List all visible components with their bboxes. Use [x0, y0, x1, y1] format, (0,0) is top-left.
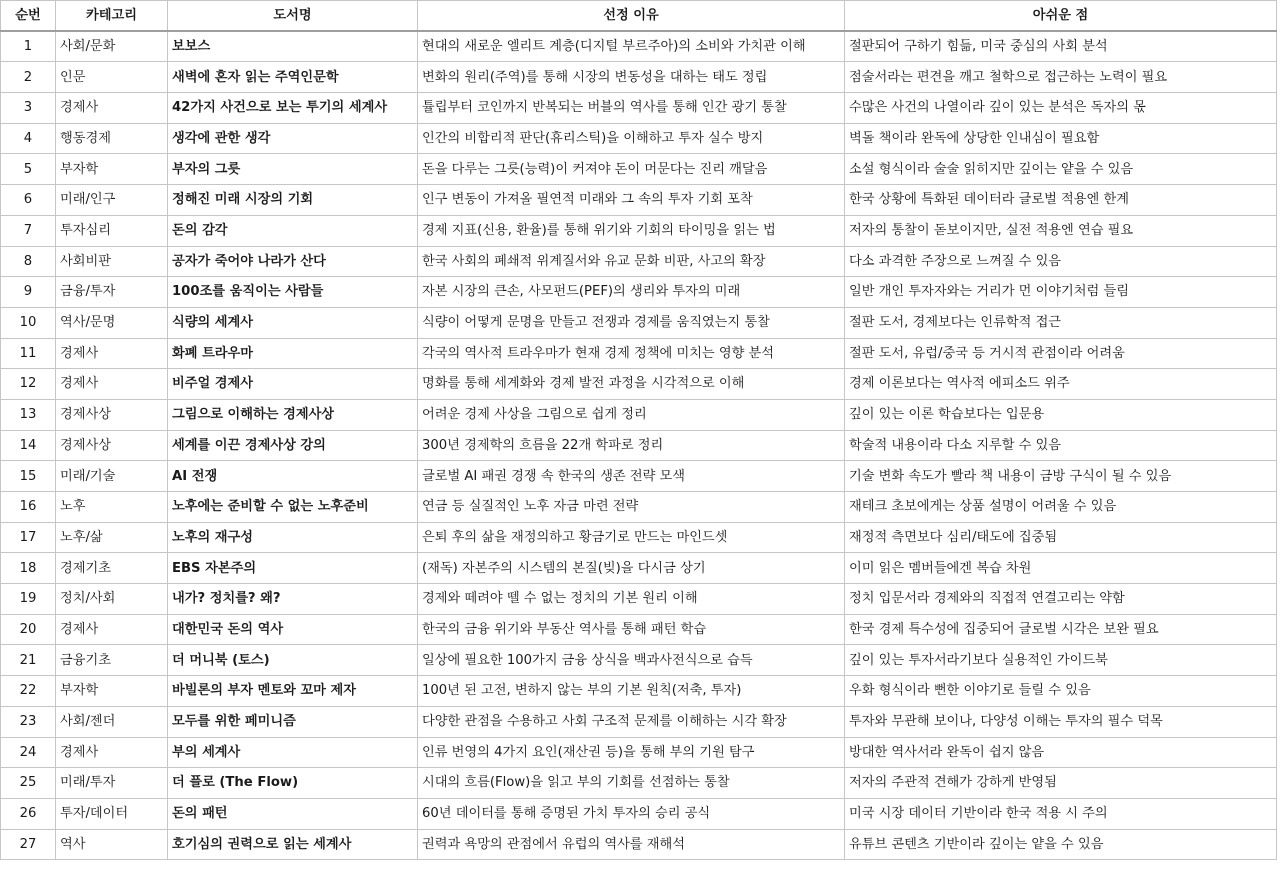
- cell-drawback[interactable]: 투자와 무관해 보이나, 다양성 이해는 투자의 필수 덕목: [845, 706, 1277, 737]
- table-row: [1, 123, 1277, 154]
- table-row: [1, 154, 1277, 185]
- cell-title[interactable]: 새벽에 혼자 읽는 주역인문학: [168, 62, 418, 93]
- table-row: [1, 798, 1277, 829]
- table-row: [1, 461, 1277, 492]
- cell-category[interactable]: 금융기초: [56, 645, 168, 676]
- cell-drawback[interactable]: 정치 입문서라 경제와의 직접적 연결고리는 약함: [845, 584, 1277, 615]
- cell-drawback[interactable]: 깊이 있는 투자서라기보다 실용적인 가이드북: [845, 645, 1277, 676]
- table-row: [1, 399, 1277, 430]
- cell-title[interactable]: 정해진 미래 시장의 기회: [168, 185, 418, 216]
- cell-reason[interactable]: 식량이 어떻게 문명을 만들고 전쟁과 경제를 움직였는지 통찰: [418, 307, 845, 338]
- cell-category[interactable]: 미래/투자: [56, 768, 168, 799]
- cell-title[interactable]: 부의 세계사: [168, 737, 418, 768]
- cell-number[interactable]: 10: [1, 307, 56, 338]
- cell-drawback[interactable]: 일반 개인 투자자와는 거리가 먼 이야기처럼 들림: [845, 277, 1277, 308]
- cell-reason[interactable]: 연금 등 실질적인 노후 자금 마련 전략: [418, 492, 845, 523]
- cell-number[interactable]: 20: [1, 614, 56, 645]
- cell-title[interactable]: 생각에 관한 생각: [168, 123, 418, 154]
- cell-drawback[interactable]: 다소 과격한 주장으로 느껴질 수 있음: [845, 246, 1277, 277]
- cell-reason[interactable]: 경제 지표(신용, 환율)를 통해 위기와 기회의 타이밍을 읽는 법: [418, 215, 845, 246]
- cell-reason[interactable]: 변화의 원리(주역)를 통해 시장의 변동성을 대하는 태도 정립: [418, 62, 845, 93]
- cell-drawback[interactable]: 미국 시장 데이터 기반이라 한국 적용 시 주의: [845, 798, 1277, 829]
- table-row: [1, 522, 1277, 553]
- cell-number[interactable]: 25: [1, 768, 56, 799]
- cell-category[interactable]: 경제사: [56, 614, 168, 645]
- cell-drawback[interactable]: 벽돌 책이라 완독에 상당한 인내심이 필요함: [845, 123, 1277, 154]
- table-row: [1, 553, 1277, 584]
- cell-title[interactable]: 내가? 정치를? 왜?: [168, 584, 418, 615]
- cell-drawback[interactable]: 수많은 사건의 나열이라 깊이 있는 분석은 독자의 몫: [845, 93, 1277, 124]
- cell-reason[interactable]: 300년 경제학의 흐름을 22개 학파로 정리: [418, 430, 845, 461]
- table-row: [1, 829, 1277, 860]
- cell-drawback[interactable]: 방대한 역사서라 완독이 쉽지 않음: [845, 737, 1277, 768]
- cell-title[interactable]: 더 플로 (The Flow): [168, 768, 418, 799]
- cell-reason[interactable]: 인구 변동이 가져올 필연적 미래와 그 속의 투자 기회 포착: [418, 185, 845, 216]
- table-body: [1, 31, 1277, 860]
- cell-drawback[interactable]: 저자의 주관적 견해가 강하게 반영됨: [845, 768, 1277, 799]
- cell-drawback[interactable]: 경제 이론보다는 역사적 에피소드 위주: [845, 369, 1277, 400]
- table-row: [1, 215, 1277, 246]
- cell-number[interactable]: 22: [1, 676, 56, 707]
- cell-category[interactable]: 역사/문명: [56, 307, 168, 338]
- cell-reason[interactable]: 각국의 역사적 트라우마가 현재 경제 정책에 미치는 영향 분석: [418, 338, 845, 369]
- cell-drawback[interactable]: 학술적 내용이라 다소 지루할 수 있음: [845, 430, 1277, 461]
- cell-category[interactable]: 미래/기술: [56, 461, 168, 492]
- cell-title[interactable]: EBS 자본주의: [168, 553, 418, 584]
- cell-number[interactable]: 13: [1, 399, 56, 430]
- cell-drawback[interactable]: 절판되어 구하기 힘듦, 미국 중심의 사회 분석: [845, 31, 1277, 62]
- cell-category[interactable]: 역사: [56, 829, 168, 860]
- cell-drawback[interactable]: 재정적 측면보다 심리/태도에 집중됨: [845, 522, 1277, 553]
- cell-number[interactable]: 27: [1, 829, 56, 860]
- cell-number[interactable]: 1: [1, 31, 56, 62]
- cell-number[interactable]: 21: [1, 645, 56, 676]
- cell-number[interactable]: 3: [1, 93, 56, 124]
- cell-reason[interactable]: 한국 사회의 폐쇄적 위계질서와 유교 문화 비판, 사고의 확장: [418, 246, 845, 277]
- table-row: [1, 307, 1277, 338]
- cell-title[interactable]: 부자의 그릇: [168, 154, 418, 185]
- cell-category[interactable]: 경제기초: [56, 553, 168, 584]
- cell-category[interactable]: 사회/젠더: [56, 706, 168, 737]
- cell-drawback[interactable]: 한국 상황에 특화된 데이터라 글로벌 적용엔 한계: [845, 185, 1277, 216]
- cell-drawback[interactable]: 우화 형식이라 뻔한 이야기로 들릴 수 있음: [845, 676, 1277, 707]
- cell-reason[interactable]: 다양한 관점을 수용하고 사회 구조적 문제를 이해하는 시각 확장: [418, 706, 845, 737]
- table-row: [1, 676, 1277, 707]
- cell-category[interactable]: 부자학: [56, 154, 168, 185]
- cell-reason[interactable]: 100년 된 고전, 변하지 않는 부의 기본 원칙(저축, 투자): [418, 676, 845, 707]
- cell-drawback[interactable]: 저자의 통찰이 돋보이지만, 실전 적용엔 연습 필요: [845, 215, 1277, 246]
- cell-title[interactable]: 화폐 트라우마: [168, 338, 418, 369]
- cell-number[interactable]: 11: [1, 338, 56, 369]
- header-row: [1, 1, 1277, 32]
- cell-title[interactable]: 노후의 재구성: [168, 522, 418, 553]
- cell-reason[interactable]: 자본 시장의 큰손, 사모펀드(PEF)의 생리와 투자의 미래: [418, 277, 845, 308]
- table-row: [1, 584, 1277, 615]
- cell-category[interactable]: 경제사: [56, 369, 168, 400]
- cell-category[interactable]: 경제사: [56, 737, 168, 768]
- table-row: [1, 768, 1277, 799]
- cell-category[interactable]: 노후: [56, 492, 168, 523]
- header-category[interactable]: 카테고리: [56, 1, 168, 32]
- cell-number[interactable]: 23: [1, 706, 56, 737]
- cell-number[interactable]: 17: [1, 522, 56, 553]
- cell-title[interactable]: 보보스: [168, 31, 418, 62]
- cell-number[interactable]: 7: [1, 215, 56, 246]
- cell-number[interactable]: 14: [1, 430, 56, 461]
- cell-title[interactable]: 대한민국 돈의 역사: [168, 614, 418, 645]
- cell-category[interactable]: 경제사: [56, 93, 168, 124]
- cell-drawback[interactable]: 절판 도서, 유럽/중국 등 거시적 관점이라 어려움: [845, 338, 1277, 369]
- cell-title[interactable]: 100조를 움직이는 사람들: [168, 277, 418, 308]
- cell-drawback[interactable]: 점술서라는 편견을 깨고 철학으로 접근하는 노력이 필요: [845, 62, 1277, 93]
- cell-number[interactable]: 4: [1, 123, 56, 154]
- table-row: [1, 185, 1277, 216]
- cell-category[interactable]: 노후/삶: [56, 522, 168, 553]
- table-row: [1, 430, 1277, 461]
- cell-reason[interactable]: 은퇴 후의 삶을 재정의하고 황금기로 만드는 마인드셋: [418, 522, 845, 553]
- cell-title[interactable]: 모두를 위한 페미니즘: [168, 706, 418, 737]
- cell-number[interactable]: 19: [1, 584, 56, 615]
- cell-title[interactable]: 비주얼 경제사: [168, 369, 418, 400]
- cell-drawback[interactable]: 이미 읽은 멤버들에겐 복습 차원: [845, 553, 1277, 584]
- table-row: [1, 706, 1277, 737]
- cell-title[interactable]: 돈의 감각: [168, 215, 418, 246]
- cell-number[interactable]: 8: [1, 246, 56, 277]
- cell-title[interactable]: 바빌론의 부자 멘토와 꼬마 제자: [168, 676, 418, 707]
- header-reason[interactable]: 선정 이유: [418, 1, 845, 32]
- cell-drawback[interactable]: 절판 도서, 경제보다는 인류학적 접근: [845, 307, 1277, 338]
- header-drawback[interactable]: 아쉬운 점: [845, 1, 1277, 32]
- cell-reason[interactable]: 한국의 금융 위기와 부동산 역사를 통해 패턴 학습: [418, 614, 845, 645]
- header-number[interactable]: 순번: [1, 1, 56, 32]
- cell-number[interactable]: 5: [1, 154, 56, 185]
- cell-reason[interactable]: 돈을 다루는 그릇(능력)이 커져야 돈이 머문다는 진리 깨달음: [418, 154, 845, 185]
- cell-reason[interactable]: 60년 데이터를 통해 증명된 가치 투자의 승리 공식: [418, 798, 845, 829]
- table-row: [1, 31, 1277, 62]
- cell-reason[interactable]: (재독) 자본주의 시스템의 본질(빚)을 다시금 상기: [418, 553, 845, 584]
- header-title[interactable]: 도서명: [168, 1, 418, 32]
- table-row: [1, 62, 1277, 93]
- cell-reason[interactable]: 튤립부터 코인까지 반복되는 버블의 역사를 통해 인간 광기 통찰: [418, 93, 845, 124]
- cell-category[interactable]: 행동경제: [56, 123, 168, 154]
- cell-drawback[interactable]: 깊이 있는 이론 학습보다는 입문용: [845, 399, 1277, 430]
- cell-title[interactable]: 공자가 죽어야 나라가 산다: [168, 246, 418, 277]
- cell-category[interactable]: 사회비판: [56, 246, 168, 277]
- table-row: [1, 737, 1277, 768]
- table-row: [1, 246, 1277, 277]
- cell-number[interactable]: 9: [1, 277, 56, 308]
- cell-reason[interactable]: 글로벌 AI 패권 경쟁 속 한국의 생존 전략 모색: [418, 461, 845, 492]
- cell-reason[interactable]: 일상에 필요한 100가지 금융 상식을 백과사전식으로 습득: [418, 645, 845, 676]
- cell-reason[interactable]: 시대의 흐름(Flow)을 읽고 부의 기회를 선점하는 통찰: [418, 768, 845, 799]
- cell-drawback[interactable]: 유튜브 콘텐츠 기반이라 깊이는 얕을 수 있음: [845, 829, 1277, 860]
- cell-title[interactable]: 노후에는 준비할 수 없는 노후준비: [168, 492, 418, 523]
- cell-number[interactable]: 24: [1, 737, 56, 768]
- cell-title[interactable]: 42가지 사건으로 보는 투기의 세계사: [168, 93, 418, 124]
- cell-number[interactable]: 2: [1, 62, 56, 93]
- cell-drawback[interactable]: 기술 변화 속도가 빨라 책 내용이 금방 구식이 될 수 있음: [845, 461, 1277, 492]
- cell-title[interactable]: 세계를 이끈 경제사상 강의: [168, 430, 418, 461]
- table-row: [1, 338, 1277, 369]
- cell-category[interactable]: 투자심리: [56, 215, 168, 246]
- cell-category[interactable]: 부자학: [56, 676, 168, 707]
- cell-number[interactable]: 18: [1, 553, 56, 584]
- table-row: [1, 93, 1277, 124]
- cell-title[interactable]: 호기심의 권력으로 읽는 세계사: [168, 829, 418, 860]
- cell-reason[interactable]: 경제와 떼려야 뗄 수 없는 정치의 기본 원리 이해: [418, 584, 845, 615]
- cell-title[interactable]: 더 머니북 (토스): [168, 645, 418, 676]
- cell-title[interactable]: 그림으로 이해하는 경제사상: [168, 399, 418, 430]
- cell-category[interactable]: 인문: [56, 62, 168, 93]
- cell-category[interactable]: 투자/데이터: [56, 798, 168, 829]
- cell-number[interactable]: 12: [1, 369, 56, 400]
- cell-reason[interactable]: 명화를 통해 세계화와 경제 발전 과정을 시각적으로 이해: [418, 369, 845, 400]
- cell-reason[interactable]: 현대의 새로운 엘리트 계층(디지털 부르주아)의 소비와 가치관 이해: [418, 31, 845, 62]
- cell-reason[interactable]: 인류 번영의 4가지 요인(재산권 등)을 통해 부의 기원 탐구: [418, 737, 845, 768]
- cell-reason[interactable]: 권력과 욕망의 관점에서 유럽의 역사를 재해석: [418, 829, 845, 860]
- cell-number[interactable]: 15: [1, 461, 56, 492]
- cell-reason[interactable]: 인간의 비합리적 판단(휴리스틱)을 이해하고 투자 실수 방지: [418, 123, 845, 154]
- cell-category[interactable]: 경제사상: [56, 430, 168, 461]
- cell-category[interactable]: 미래/인구: [56, 185, 168, 216]
- cell-title[interactable]: 식량의 세계사: [168, 307, 418, 338]
- cell-category[interactable]: 경제사상: [56, 399, 168, 430]
- cell-title[interactable]: AI 전쟁: [168, 461, 418, 492]
- cell-category[interactable]: 금융/투자: [56, 277, 168, 308]
- table-row: [1, 492, 1277, 523]
- cell-drawback[interactable]: 재테크 초보에게는 상품 설명이 어려울 수 있음: [845, 492, 1277, 523]
- cell-category[interactable]: 사회/문화: [56, 31, 168, 62]
- cell-reason[interactable]: 어려운 경제 사상을 그림으로 쉽게 정리: [418, 399, 845, 430]
- table-row: [1, 369, 1277, 400]
- cell-title[interactable]: 돈의 패턴: [168, 798, 418, 829]
- table-row: [1, 277, 1277, 308]
- cell-number[interactable]: 6: [1, 185, 56, 216]
- table-row: [1, 645, 1277, 676]
- table-row: [1, 614, 1277, 645]
- cell-number[interactable]: 26: [1, 798, 56, 829]
- cell-drawback[interactable]: 소설 형식이라 술술 읽히지만 깊이는 얕을 수 있음: [845, 154, 1277, 185]
- cell-number[interactable]: 16: [1, 492, 56, 523]
- cell-category[interactable]: 정치/사회: [56, 584, 168, 615]
- cell-category[interactable]: 경제사: [56, 338, 168, 369]
- cell-drawback[interactable]: 한국 경제 특수성에 집중되어 글로벌 시각은 보완 필요: [845, 614, 1277, 645]
